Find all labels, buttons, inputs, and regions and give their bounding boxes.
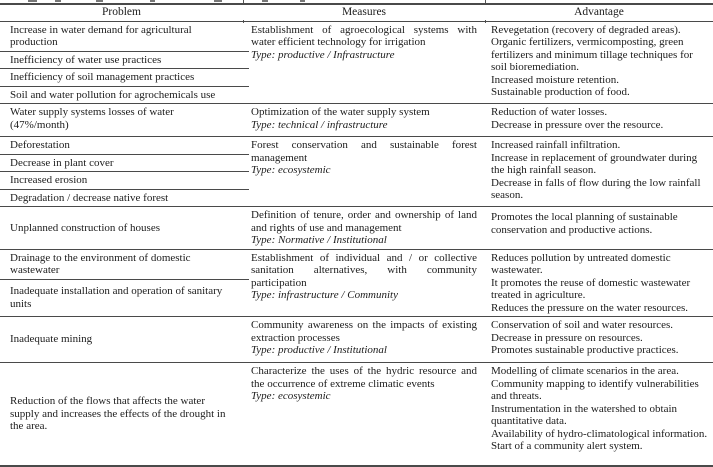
problem-cell [0, 21, 243, 104]
table-header-row [0, 4, 713, 21]
problem-item: Unplanned construction of houses [10, 221, 160, 234]
problem-item: Decrease in plant cover [0, 155, 249, 173]
advantage-item: Availability of hydro-climatological information. [491, 427, 708, 440]
measure-text: Community awareness on the impacts of existing extraction processes [251, 319, 477, 344]
measure-text: Definition of tenure, order and ownership of land and rights of use and management [251, 209, 477, 234]
advantage-cell [485, 317, 713, 363]
problem-item: Increase in water demand for agricultural production [0, 22, 249, 52]
advantage-item: Decrease in falls of flow during the low rainfall season. [491, 176, 701, 201]
problem-item: Inadequate installation and operation of sanitary units [10, 285, 223, 310]
problem-cell [0, 104, 243, 137]
table-row-group-1 [0, 21, 713, 104]
problem-cell [0, 317, 243, 363]
advantage-item: Organic fertilizers, vermicomposting, green fertilizers and minimum tillage techniques for soil bioremediation. [491, 36, 693, 73]
advantage-cell [485, 363, 713, 467]
measures-cell [243, 104, 485, 137]
measure-type: Type: Normative / Institutional [251, 234, 387, 246]
advantage-item: Decrease in pressure over the resource. [491, 118, 664, 131]
measure-type: Type: ecosystemic [251, 164, 331, 176]
advantage-item: Decrease in pressure on resources. [491, 331, 643, 344]
measure-text: Establishment of agroecological systems with water efficient technology for irrigation [251, 23, 477, 48]
problem-cell [0, 249, 243, 317]
problem-item: Inefficiency of soil management practices [0, 69, 249, 87]
advantage-item: Sustainable production of food. [491, 86, 630, 98]
problem-item: Deforestation [0, 137, 249, 155]
measure-type: Type: productive / Infrastructure [251, 48, 395, 61]
advantage-cell [485, 104, 713, 137]
measure-text: Optimization of the water supply system [251, 106, 430, 118]
problem-item: Soil and water pollution for agrochemicals use [10, 88, 216, 101]
advantage-item: Reduction of water losses. [491, 106, 608, 118]
advantage-cell [485, 207, 713, 250]
measure-type: Type: infrastructure / Community [251, 289, 398, 301]
problem-item: Inadequate mining [10, 333, 93, 346]
advantage-item: Community mapping to identify vulnerabilities and threats. [491, 377, 699, 402]
measure-type: Type: productive / Institutional [251, 344, 387, 356]
problem-item: Reduction of the flows that affects the water supply and increases the effects of the drought in the area. [10, 395, 226, 433]
table-row-group-4 [0, 207, 713, 250]
problem-cell [0, 363, 243, 467]
advantage-item: Conservation of soil and water resources. [491, 319, 674, 331]
advantage-cell [485, 249, 713, 317]
table-row-group-3 [0, 137, 713, 207]
problem-measures-advantage-table [0, 3, 713, 467]
measures-cell [243, 207, 485, 250]
advantage-item: Start of a community alert system. [491, 440, 643, 452]
problem-cell [0, 207, 243, 250]
measures-cell [243, 317, 485, 363]
table-row-group-6 [0, 317, 713, 363]
advantage-cell [485, 137, 713, 207]
advantage-item: Revegetation (recovery of degraded areas). [491, 23, 681, 36]
problem-item: Water supply systems losses of water (47%/month) [10, 106, 174, 131]
advantage-item: Promotes the local planning of sustainable conservation and productive actions. [491, 211, 678, 236]
table-row-group-7 [0, 363, 713, 467]
measures-cell [243, 249, 485, 317]
problem-item: Inefficiency of water use practices [0, 52, 249, 70]
advantage-item: Reduces pollution by untreated domestic wastewater. [491, 251, 671, 276]
table-row-group-5 [0, 249, 713, 317]
problem-item: Drainage to the environment of domestic wastewater [0, 250, 249, 280]
header-problem: Problem [0, 4, 243, 21]
advantage-item: Increased moisture retention. [491, 73, 619, 86]
measure-text: Forest conservation and sustainable forest management [251, 139, 477, 164]
measure-text: Establishment of individual and / or collective sanitation alternatives, with community participation [251, 251, 477, 289]
measure-type: Type: ecosystemic [251, 390, 331, 402]
measure-type: Type: technical / infrastructure [251, 118, 388, 131]
problem-item: Degradation / decrease native forest [10, 191, 169, 204]
advantage-item: Instrumentation in the watershed to obtain quantitative data. [491, 402, 678, 427]
advantage-item: Increased rainfall infiltration. [491, 139, 621, 151]
advantage-cell [485, 21, 713, 104]
table-row-group-2 [0, 104, 713, 137]
header-measures: Measures [243, 4, 485, 21]
measures-cell [243, 21, 485, 104]
measure-text: Characterize the uses of the hydric resource and the occurrence of extreme climatic events [251, 365, 477, 390]
advantage-item: It promotes the reuse of domestic wastewater treated in agriculture. [491, 276, 691, 301]
advantage-item: Modelling of climate scenarios in the area. [491, 365, 679, 377]
problem-cell [0, 137, 243, 207]
advantage-item: Reduces the pressure on the water resources. [491, 301, 689, 314]
advantage-item: Increase in replacement of groundwater during the high rainfall season. [491, 151, 698, 176]
header-advantage: Advantage [485, 4, 713, 21]
measures-cell [243, 137, 485, 207]
advantage-item: Promotes sustainable productive practices. [491, 344, 679, 356]
measures-cell [243, 363, 485, 467]
problem-item: Increased erosion [0, 172, 249, 190]
